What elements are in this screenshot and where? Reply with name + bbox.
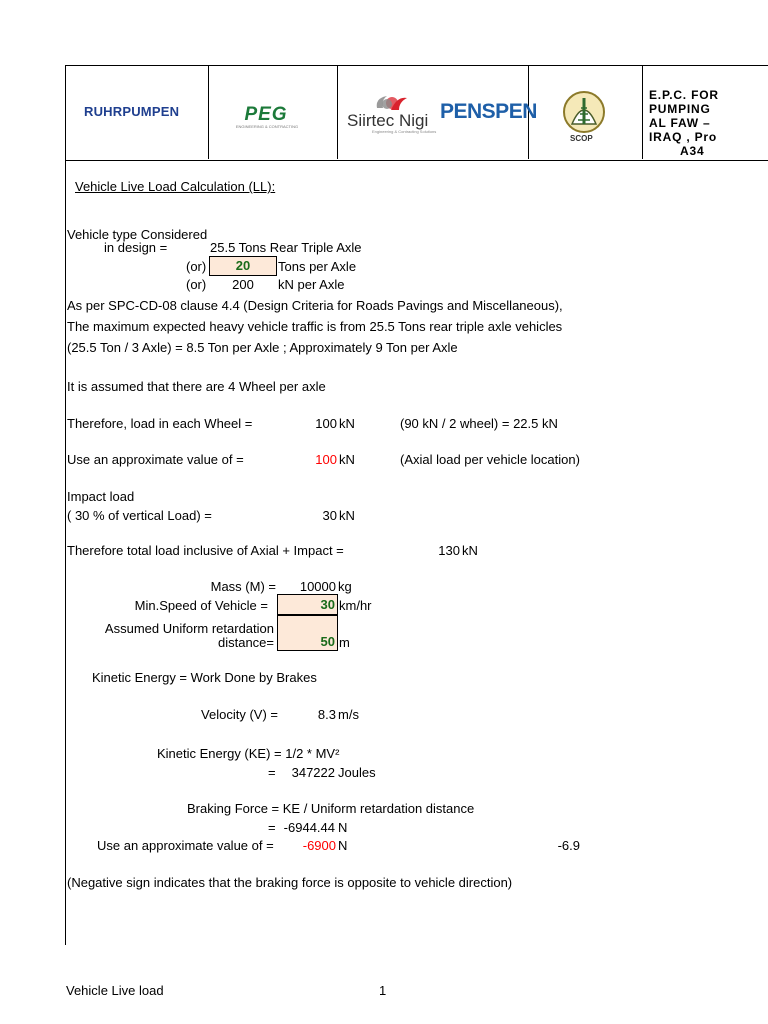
- negative-sign-note: (Negative sign indicates that the braking force is opposite to vehicle direction): [67, 875, 513, 890]
- in-design-label: in design =: [104, 240, 168, 255]
- siirtec-tagline: Engineering & Contracting Solutions: [372, 129, 437, 134]
- retardation-distance-unit: m: [339, 635, 350, 650]
- design-vehicle-value: 25.5 Tons Rear Triple Axle: [210, 240, 362, 255]
- project-title-line-3: AL FAW –: [649, 116, 711, 130]
- impact-percent-label: ( 30 % of vertical Load) =: [67, 508, 212, 523]
- approx-load-label: Use an approximate value of =: [67, 452, 244, 467]
- braking-force-formula: Braking Force = KE / Uniform retardation distance: [187, 801, 475, 816]
- peg-logo: PEG ENGINEERING & CONTRACTING: [235, 104, 299, 129]
- approx-load-note: (Axial load per vehicle location): [400, 452, 580, 467]
- velocity-unit: m/s: [338, 707, 359, 722]
- braking-force-equals: =: [268, 820, 276, 835]
- project-title-line-4: IRAQ , Pro: [649, 130, 718, 144]
- sheet-name: Vehicle Live load: [66, 983, 164, 998]
- velocity-label: Velocity (V) =: [201, 707, 278, 722]
- project-title-line-1: E.P.C. FOR: [649, 88, 719, 102]
- retardation-distance-label: distance=: [217, 635, 274, 650]
- page-number: 1: [379, 983, 387, 998]
- speed-unit: km/hr: [339, 598, 372, 613]
- header-divider: [642, 65, 643, 159]
- max-vehicle-note: The maximum expected heavy vehicle traffic is from 25.5 Tons rear triple axle vehicles: [67, 319, 563, 334]
- wheel-load-value: 100: [315, 416, 337, 431]
- kinetic-energy-equals: =: [268, 765, 276, 780]
- velocity-value: 8.3: [317, 707, 336, 722]
- kinetic-energy-statement: Kinetic Energy = Work Done by Brakes: [92, 670, 317, 685]
- kn-per-axle-unit: kN per Axle: [278, 277, 345, 292]
- page-left-border: [65, 159, 66, 945]
- braking-approx-unit: N: [338, 838, 348, 853]
- header-divider: [337, 65, 338, 159]
- per-axle-note: (25.5 Ton / 3 Axle) = 8.5 Ton per Axle ; Approximately 9 Ton per Axle: [67, 340, 458, 355]
- project-title-line-5: A34: [680, 144, 705, 158]
- speed-value: 30: [320, 597, 335, 612]
- braking-force-value: -6944.44: [283, 820, 335, 835]
- scop-logo-text: SCOP: [570, 134, 593, 143]
- kinetic-energy-value: 347222: [291, 765, 335, 780]
- mass-label: Mass (M) =: [210, 579, 276, 594]
- wheel-load-unit: kN: [339, 416, 355, 431]
- total-load-label: Therefore total load inclusive of Axial + Impact =: [67, 543, 344, 558]
- total-load-unit: kN: [462, 543, 478, 558]
- braking-force-unit: N: [338, 820, 348, 835]
- kinetic-energy-unit: Joules: [338, 765, 376, 780]
- penspen-logo: PENSPEN: [440, 100, 537, 123]
- speed-label: Min.Speed of Vehicle =: [134, 598, 268, 613]
- approx-load-unit: kN: [339, 452, 355, 467]
- kinetic-energy-formula: Kinetic Energy (KE) = 1/2 * MV²: [157, 746, 340, 761]
- vehicle-type-label: Vehicle type Considered: [67, 227, 208, 242]
- mass-value: 10000: [299, 579, 336, 594]
- mass-unit: kg: [338, 579, 352, 594]
- braking-force-kn: -6.9: [557, 838, 580, 853]
- or-label: (or): [186, 277, 207, 292]
- impact-value: 30: [322, 508, 337, 523]
- impact-label: Impact load: [67, 489, 135, 504]
- braking-approx-value: -6900: [302, 838, 336, 853]
- or-label: (or): [186, 259, 207, 274]
- approx-load-value: 100: [315, 452, 337, 467]
- page-title: Vehicle Live Load Calculation (LL):: [75, 179, 276, 194]
- clause-note: As per SPC-CD-08 clause 4.4 (Design Criteria for Roads Pavings and Miscellaneous),: [67, 298, 563, 313]
- retardation-label: Assumed Uniform retardation: [104, 621, 274, 636]
- project-title-line-2: PUMPING: [649, 102, 711, 116]
- impact-unit: kN: [339, 508, 355, 523]
- tons-per-axle-value: 20: [235, 258, 251, 273]
- wheels-note: It is assumed that there are 4 Wheel per axle: [67, 379, 326, 394]
- retardation-distance-value: 50: [320, 634, 335, 649]
- wheel-load-note: (90 kN / 2 wheel) = 22.5 kN: [400, 416, 558, 431]
- kn-per-axle-value: 200: [232, 277, 254, 292]
- wheel-load-label: Therefore, load in each Wheel =: [67, 416, 253, 431]
- total-load-value: 130: [438, 543, 460, 558]
- braking-approx-label: Use an approximate value of =: [97, 838, 274, 853]
- scop-emblem-icon: [562, 90, 606, 134]
- header-divider: [208, 65, 209, 159]
- tons-per-axle-unit: Tons per Axle: [278, 259, 357, 274]
- ruhrpumpen-logo: RUHRPUMPEN: [84, 104, 180, 119]
- siirtec-logo-text: Siirtec Nigi: [347, 111, 429, 130]
